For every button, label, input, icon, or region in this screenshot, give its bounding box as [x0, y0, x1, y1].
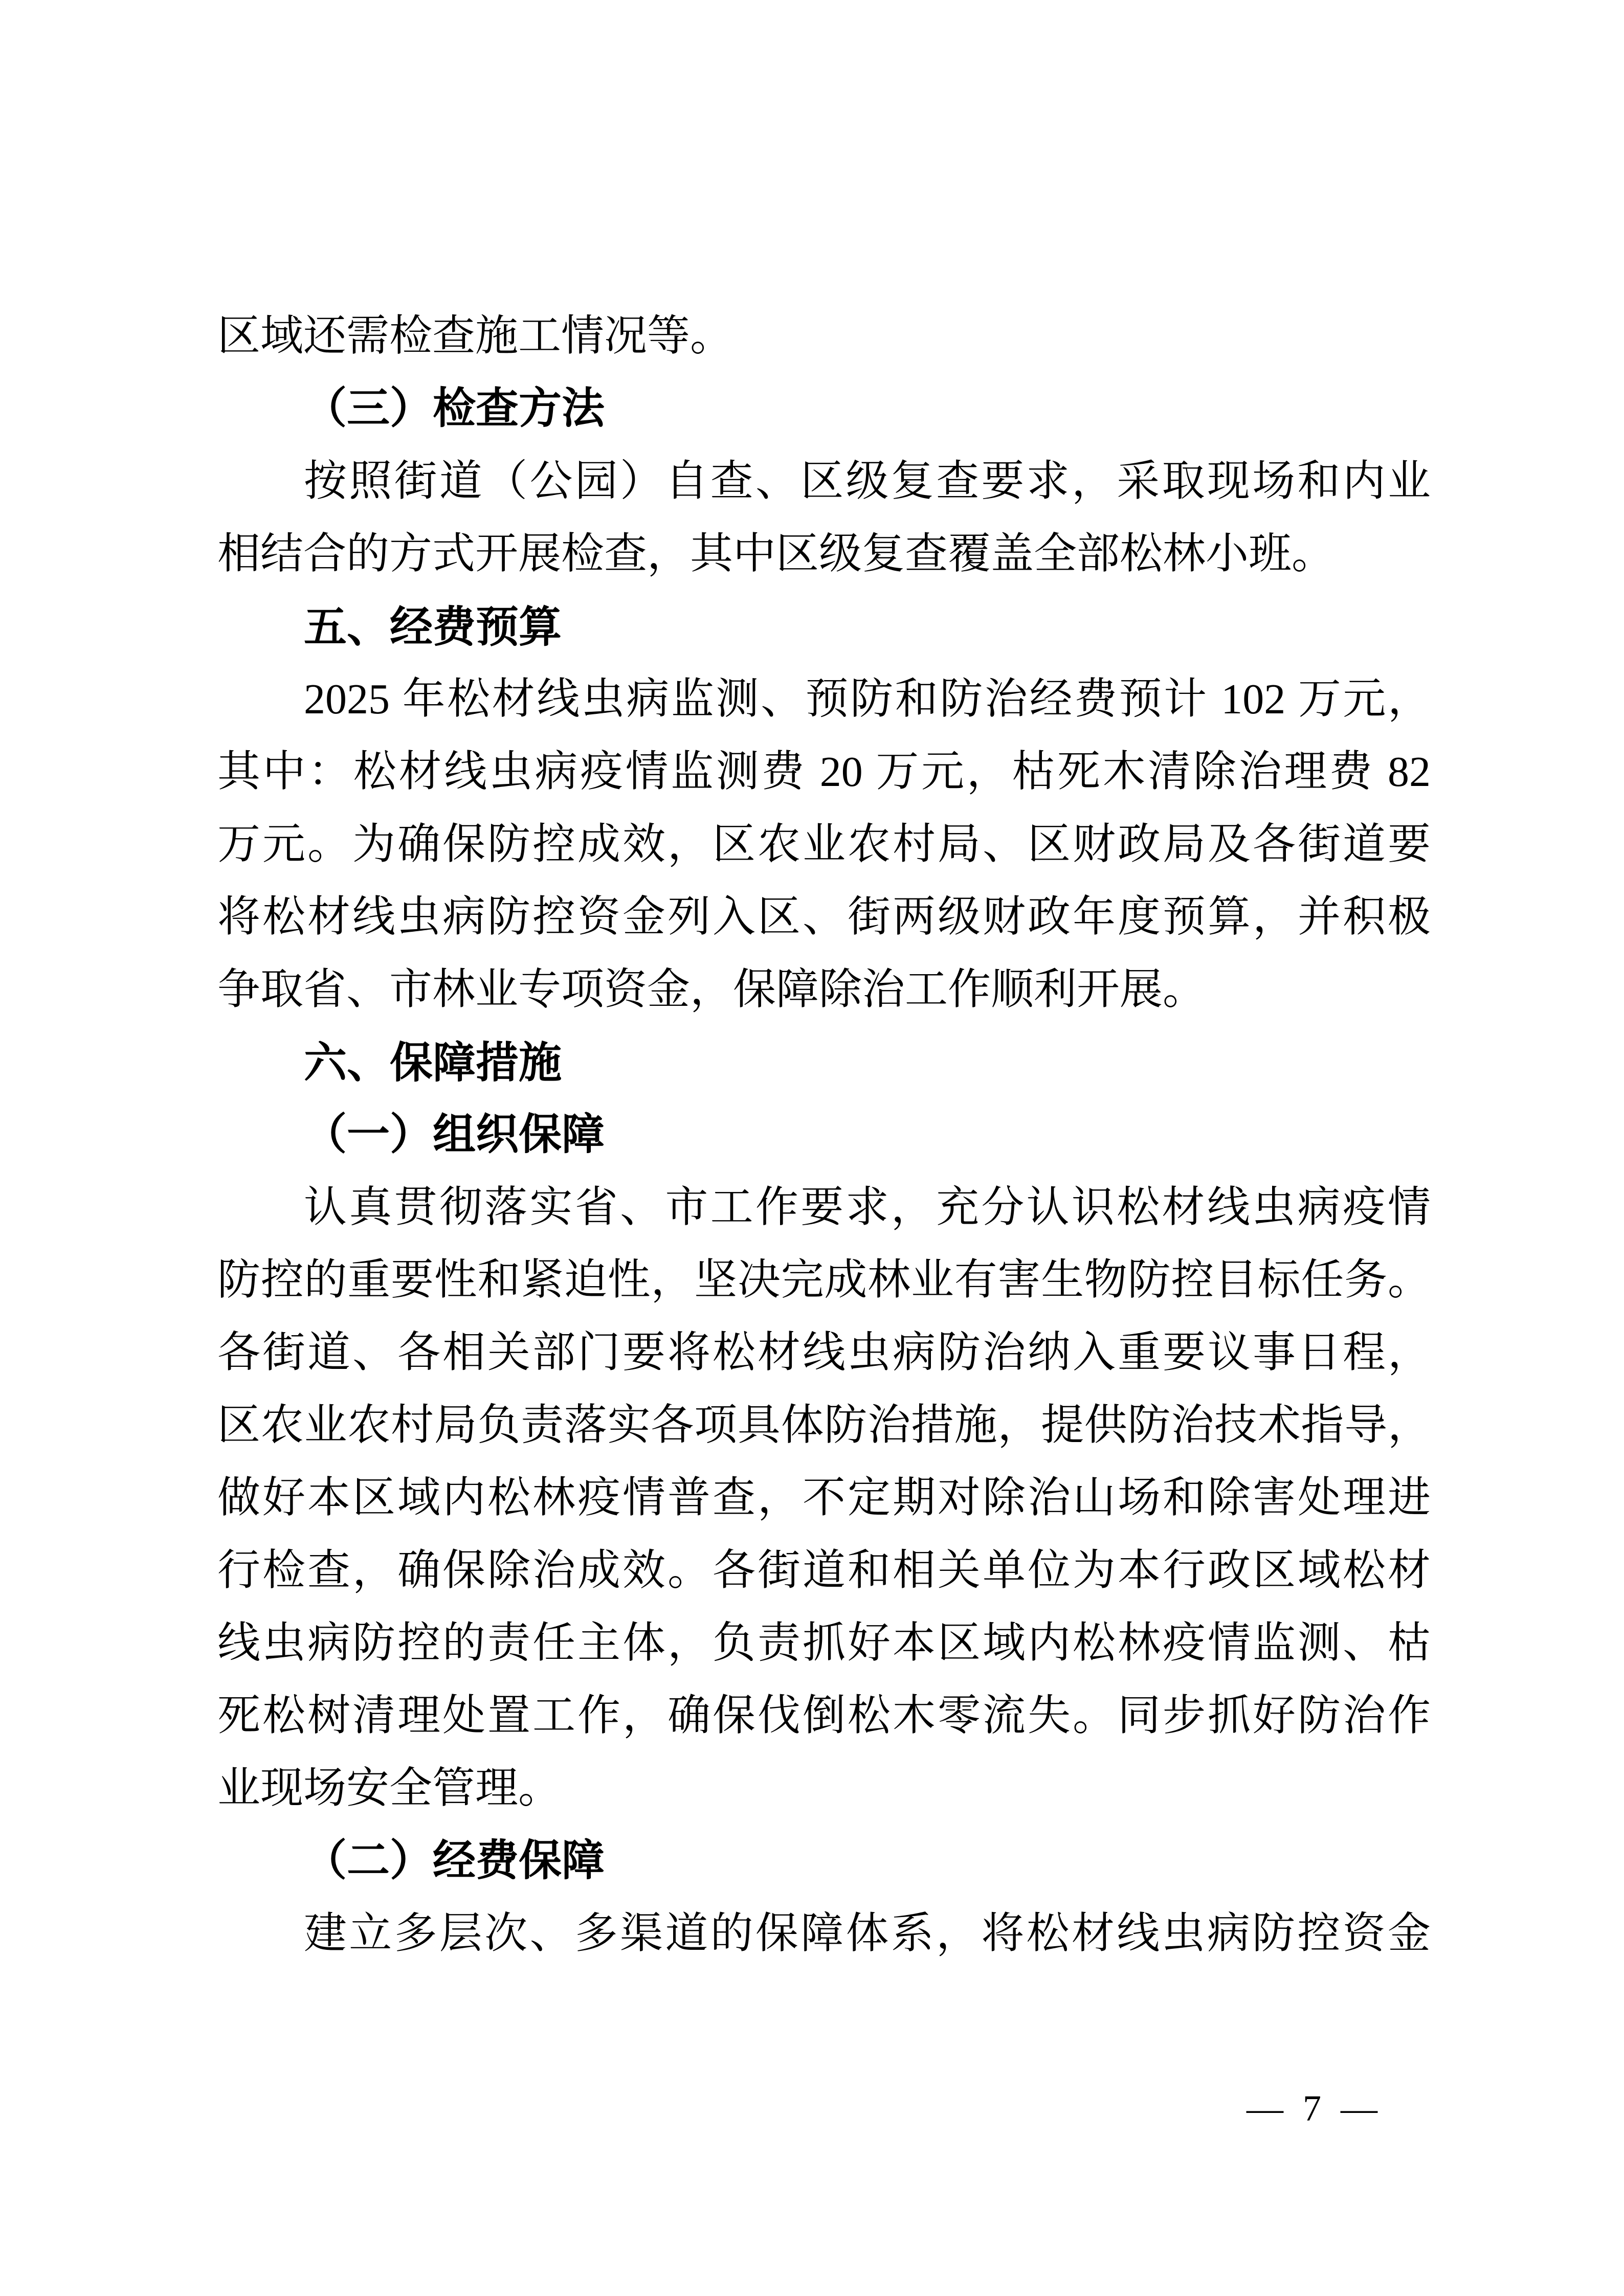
- section-heading: 五、经费预算: [304, 603, 562, 651]
- body-text-line: 行检查，确保除治成效。各街道和相关单位为本行政区域松材: [217, 1547, 1431, 1594]
- body-text-line: 区域还需检查施工情况等。: [217, 312, 733, 360]
- body-text-line: 业现场安全管理。: [217, 1765, 562, 1812]
- body-text-line: 做好本区域内松林疫情普查，不定期对除治山场和除害处理进: [217, 1474, 1431, 1522]
- section-heading: 六、保障措施: [304, 1039, 562, 1087]
- subsection-heading: （一）组织保障: [304, 1111, 605, 1159]
- body-text-line: 死松树清理处置工作，确保伐倒松木零流失。同步抓好防治作: [217, 1692, 1431, 1740]
- document-body: [217, 300, 1431, 1970]
- body-text-line: 其中：松材线虫病疫情监测费 20 万元，枯死木清除治理费 82: [217, 748, 1431, 796]
- body-text-line: 争取省、市林业专项资金，保障除治工作顺利开展。: [217, 966, 1206, 1014]
- body-text-line: 相结合的方式开展检查，其中区级复查覆盖全部松林小班。: [217, 530, 1335, 578]
- subsection-heading: （三）检查方法: [304, 385, 605, 433]
- subsection-heading: （二）经费保障: [304, 1837, 605, 1885]
- body-text-line: 建立多层次、多渠道的保障体系，将松材线虫病防控资金: [304, 1910, 1431, 1957]
- body-text-line: 各街道、各相关部门要将松材线虫病防治纳入重要议事日程，: [217, 1329, 1431, 1377]
- body-text-line: 将松材线虫病防控资金列入区、街两级财政年度预算，并积极: [217, 893, 1431, 941]
- body-text-line: 万元。为确保防控成效，区农业农村局、区财政局及各街道要: [217, 821, 1431, 868]
- body-text-line: 线虫病防控的责任主体，负责抓好本区域内松林疫情监测、枯: [217, 1619, 1431, 1667]
- body-text-line: 按照街道（公园）自查、区级复查要求，采取现场和内业: [304, 458, 1431, 505]
- body-text-line: 认真贯彻落实省、市工作要求，充分认识松材线虫病疫情: [304, 1184, 1431, 1231]
- body-text-line: 区农业农村局负责落实各项具体防治措施，提供防治技术指导，: [217, 1402, 1431, 1449]
- page-number: — 7 —: [1247, 2088, 1383, 2129]
- body-text-line: 2025 年松材线虫病监测、预防和防治经费预计 102 万元，: [304, 676, 1431, 723]
- body-text-line: 防控的重要性和紧迫性，坚决完成林业有害生物防控目标任务。: [217, 1256, 1431, 1304]
